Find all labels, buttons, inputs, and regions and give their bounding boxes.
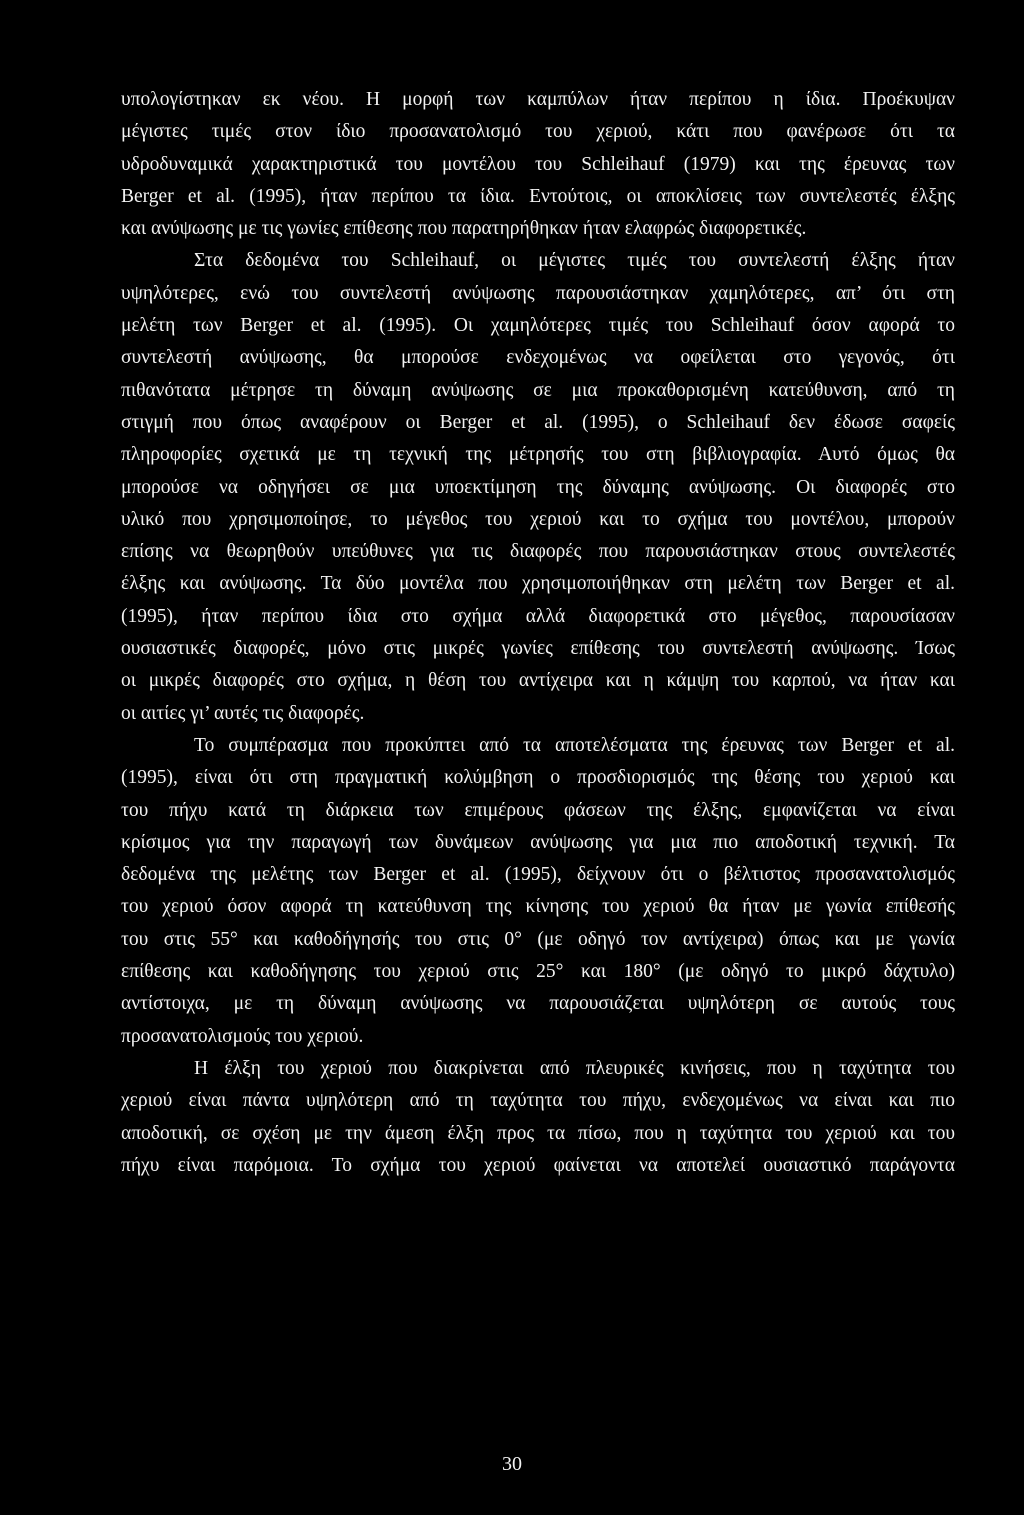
text-line: πληροφορίες σχετικά με τη τεχνική της μέτρησής του στη βιβλιογραφία. Αυτό όμως θα (121, 444, 955, 466)
paragraph-start-line: Στα δεδομένα του Schleihauf, οι μέγιστες τιμές του συντελεστή έλξης ήταν (194, 250, 955, 272)
text-line: επίθεσης και καθοδήγησης του χεριού στις 25° και 180° (με οδηγό το μικρό δάχτυλο) (121, 961, 955, 983)
text-line: υψηλότερες, ενώ του συντελεστή ανύψωσης παρουσιάστηκαν χαμηλότερες, απ’ ότι στη (121, 282, 955, 304)
paragraph-start-line: Το συμπέρασμα που προκύπτει από τα αποτελέσματα της έρευνας των Berger et al. (194, 734, 955, 756)
text-line: δεδομένα της μελέτης των Berger et al. (1995), δείχνουν ότι ο βέλτιστος προσανατολισμός (121, 864, 955, 886)
text-line: μπορούσε να οδηγήσει σε μια υποεκτίμηση της δύναμης ανύψωσης. Οι διαφορές στο (121, 476, 955, 498)
text-line: έλξης και ανύψωσης. Τα δύο μοντέλα που χρησιμοποιήθηκαν στη μελέτη των Berger et al. (121, 573, 955, 595)
text-line: πήχυ είναι παρόμοια. Το σχήμα του χεριού φαίνεται να αποτελεί ουσιαστικό παράγοντα (121, 1154, 955, 1176)
text-line: ουσιαστικές διαφορές, μόνο στις μικρές γωνίες επίθεσης του συντελεστή ανύψωσης. Ίσως (121, 638, 955, 660)
text-line: πιθανότατα μέτρησε τη δύναμη ανύψωσης σε μια προκαθορισμένη κατεύθυνση, από τη (121, 379, 955, 401)
text-line: υπολογίστηκαν εκ νέου. Η μορφή των καμπύλων ήταν περίπου η ίδια. Προέκυψαν (121, 89, 955, 110)
text-line: υλικό που χρησιμοποίησε, το μέγεθος του χεριού και το σχήμα του μοντέλου, μπορούν (121, 508, 955, 530)
text-line: μέγιστες τιμές στον ίδιο προσανατολισμό του χεριού, κάτι που φανέρωσε ότι τα (121, 121, 955, 143)
text-line: (1995), είναι ότι στη πραγματική κολύμβηση ο προσδιορισμός της θέσης του χεριού και (121, 767, 955, 789)
text-line: οι μικρές διαφορές στο σχήμα, η θέση του αντίχειρα και η κάμψη του καρπού, να ήταν και (121, 670, 955, 692)
text-line: επίσης να θεωρηθούν υπεύθυνες για τις διαφορές που παρουσιάστηκαν στους συντελεστές (121, 541, 955, 563)
text-line: και ανύψωσης με τις γωνίες επίθεσης που παρατηρήθηκαν ήταν ελαφρώς διαφορετικές. (121, 218, 807, 240)
page-number: 30 (502, 1453, 522, 1475)
text-line: συντελεστή ανύψωσης, θα μπορούσε ενδεχομένως να οφείλεται στο γεγονός, ότι (121, 347, 955, 369)
text-line: χεριού είναι πάντα υψηλότερη από τη ταχύτητα του πήχυ, ενδεχομένως να είναι και πιο (121, 1090, 955, 1112)
text-line: του στις 55° και καθοδήγησής του στις 0° (με οδηγό τον αντίχειρα) όπως και με γωνία (121, 928, 955, 950)
text-line: μελέτη των Berger et al. (1995). Οι χαμηλότερες τιμές του Schleihauf όσον αφορά το (121, 315, 955, 337)
document-body (121, 84, 955, 1182)
text-line: αντίστοιχα, με τη δύναμη ανύψωσης να παρουσιάζεται υψηλότερη σε αυτούς τους (121, 993, 955, 1015)
text-line: αποδοτική, σε σχέση με την άμεση έλξη προς τα πίσω, που η ταχύτητα του χεριού και του (121, 1122, 955, 1144)
text-line: του πήχυ κατά τη διάρκεια των επιμέρους φάσεων της έλξης, εμφανίζεται να είναι (121, 799, 955, 821)
text-line: προσανατολισμούς του χεριού. (121, 1025, 364, 1047)
text-line: Berger et al. (1995), ήταν περίπου τα ίδια. Εντούτοις, οι αποκλίσεις των συντελεστές έλξης (121, 185, 955, 207)
text-line: οι αιτίες γι’ αυτές τις διαφορές. (121, 702, 365, 724)
text-line: του χεριού όσον αφορά τη κατεύθυνση της κίνησης του χεριού θα ήταν με γωνία επίθεσής (121, 896, 955, 918)
text-line: (1995), ήταν περίπου ίδια στο σχήμα αλλά διαφορετικά στο μέγεθος, παρουσίασαν (121, 605, 955, 627)
text-line: κρίσιμος για την παραγωγή των δυνάμεων ανύψωσης για μια πιο αποδοτική τεχνική. Τα (121, 831, 955, 853)
text-line: υδροδυναμικά χαρακτηριστικά του μοντέλου του Schleihauf (1979) και της έρευνας των (121, 153, 955, 175)
paragraph-start-line: Η έλξη του χεριού που διακρίνεται από πλευρικές κινήσεις, που η ταχύτητα του (194, 1057, 955, 1079)
text-line: στιγμή που όπως αναφέρουν οι Berger et al. (1995), ο Schleihauf δεν έδωσε σαφείς (121, 411, 955, 433)
